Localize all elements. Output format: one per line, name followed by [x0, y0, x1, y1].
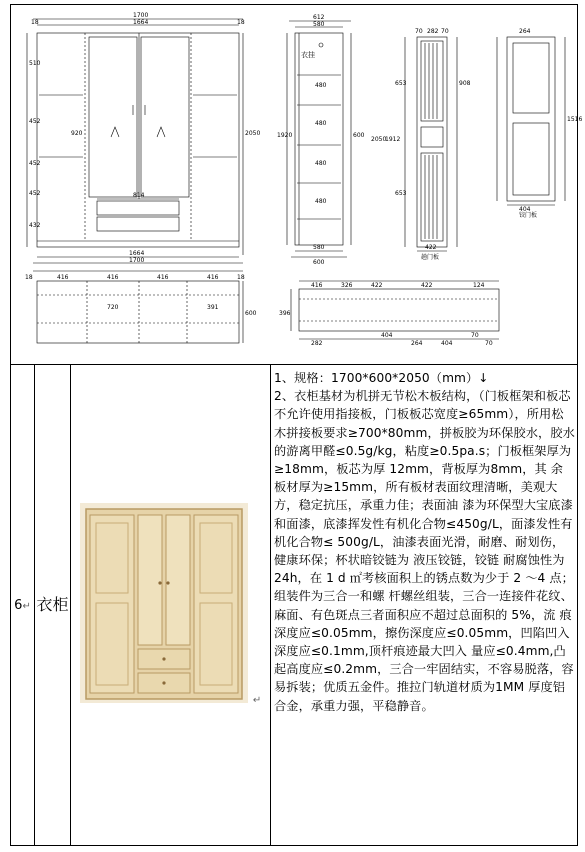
dim-side-bottom-2: 600: [313, 259, 325, 266]
dim-plan-top-2: 416: [107, 274, 119, 281]
dim-front-left-5: 432: [29, 222, 41, 229]
dim-door-side-6: 1516: [567, 116, 583, 123]
row-index: 6: [14, 597, 23, 613]
label-sliding-door-panel: 趟门板: [421, 254, 440, 261]
dim-side-right: 600: [353, 132, 365, 139]
dim-plan-edge-left: 18: [25, 274, 33, 281]
spec-line-1: 1、规格：1700*600*2050（mm）↓: [274, 371, 489, 385]
dim-plan-depth: 600: [245, 310, 257, 317]
spec-line-2: 2、衣柜基材为机拼无节松木板结构，（门板框架和板芯不允许使用指接板，门板板芯宽度≥65mm），所用松木拼接板要求≥700*80mm，拼板胶为环保胶水，胶水的游离甲醛≤0.5g/kg，粘度≥0.5pa.s；门板框架厚为≥18mm，板芯为厚 12mm，背板厚为8mm，其 余板材厚为≥15mm，所有板材表面纹理清晰，美观大方，稳定抗压，承重力佳；表面油 漆为环保型大宝底漆和面漆，底漆挥发性有机化合物≤450g/L，面漆发性有机化合物≤ 500g/L，油漆表面光滑，耐磨、耐划伤，健康环保；杯状暗铰链为 液压铰链，铰链 耐腐蚀性为 24h，在 1 d ㎡考核面积上的锈点数为少于 2 ～4 点；组装件为三合一和螺 杆螺丝组装，三合一连接件花纹、麻面、有色斑点三者面积应不超过总面积的 5%，流 痕深度应≤0.05mm，擦伤深度应≤0.05mm，凹陷凹入深度应≤0.1mm,顶杆痕迹最大凹入 量应≤0.4mm,凸起高度应≤0.2mm，三合一牢固结实，不容易脱落，容易拆装；优质五金件。推拉门轨道材质为1MM 厚度铝合金，承重力强，平稳静音。: [274, 389, 575, 713]
dim-door-side-3: 653: [395, 190, 407, 197]
dim-plan2-top-5: 124: [473, 282, 485, 289]
dim-plan2-top-2: 326: [341, 282, 353, 289]
front-elevation: [27, 19, 243, 263]
dim-door-side-2: 653: [395, 80, 407, 87]
dim-side-inner-1: 480: [315, 82, 327, 89]
dim-plan2-bottom-3: 404: [381, 332, 393, 339]
row-index-cell: [11, 365, 35, 846]
spec-table: [10, 4, 583, 846]
dim-door-top-2: 282: [427, 28, 439, 35]
dim-plan2-top-4: 422: [421, 282, 433, 289]
dim-front-left-3: 452: [29, 160, 41, 167]
side-section: [287, 21, 351, 257]
dim-door-top-3: 70: [441, 28, 449, 35]
dim-plan2-bottom-6: 70: [485, 340, 493, 347]
dim-door-side-5: 2050: [371, 136, 387, 143]
dim-front-left-2: 452: [29, 118, 41, 125]
dim-front-bottom: 1700: [129, 257, 145, 264]
dim-front-inner-width: 1664: [133, 19, 149, 26]
item-name: 衣柜: [36, 595, 69, 614]
dim-plan-inner-2: 391: [207, 304, 219, 311]
dim-door-right-bottom: 404: [519, 206, 531, 213]
dim-door-side-4: 1912: [385, 136, 401, 143]
dim-front-edge-left: 18: [31, 19, 39, 26]
dim-front-center-1: 920: [71, 130, 83, 137]
dim-plan2-top-1: 416: [311, 282, 323, 289]
dim-door-side-1: 908: [459, 80, 471, 87]
dim-front-height: 2050: [245, 130, 261, 137]
dim-front-edge-right: 18: [237, 19, 245, 26]
door-panels: [405, 37, 565, 251]
dim-plan2-bottom-1: 282: [311, 340, 323, 347]
wardrobe-technical-drawing: [11, 5, 583, 360]
wardrobe-photo: [80, 503, 248, 703]
dim-plan2-bottom-4: 70: [471, 332, 479, 339]
dim-plan2-bottom-2: 264: [411, 340, 423, 347]
return-mark: ↵: [22, 600, 31, 612]
dim-side-inner-2: 480: [315, 120, 327, 127]
dim-front-bottom-inner: 1664: [129, 250, 145, 257]
dim-front-width: 1700: [133, 12, 149, 19]
dim-side-inner-3: 480: [315, 160, 327, 167]
technical-drawing-cell: [11, 5, 583, 365]
dim-plan2-bottom-5: 404: [441, 340, 453, 347]
dim-plan2-top-3: 422: [371, 282, 383, 289]
dim-side-top-1: 612: [313, 14, 325, 21]
dim-door-right-top: 264: [519, 28, 531, 35]
dim-door-top-1: 70: [415, 28, 423, 35]
item-name-cell: [35, 365, 71, 846]
dim-plan-top-4: 416: [207, 274, 219, 281]
return-mark: ↵: [252, 695, 262, 706]
label-hinged-door-panel: 铰门板: [519, 212, 538, 219]
dim-side-inner-4: 480: [315, 198, 327, 205]
dim-front-left-4: 452: [29, 190, 41, 197]
dim-side-top-2: 580: [313, 21, 325, 28]
plan-view-2: [291, 281, 499, 339]
product-photo-cell: [71, 365, 271, 846]
dim-plan-edge-right: 18: [237, 274, 245, 281]
dim-side-left: 1920: [277, 132, 293, 139]
dim-front-left-1: 510: [29, 60, 41, 67]
spec-text-cell: [271, 365, 578, 846]
dim-side-bottom-1: 580: [313, 244, 325, 251]
dim-front-center-2: 814: [133, 192, 145, 199]
dim-plan-inner-1: 720: [107, 304, 119, 311]
dim-door-side-7: 422: [425, 244, 437, 251]
label-clothes-rail: 衣挂: [301, 51, 315, 59]
dim-plan2-left: 396: [279, 310, 291, 317]
dim-plan-top-1: 416: [57, 274, 69, 281]
dim-plan-top-3: 416: [157, 274, 169, 281]
